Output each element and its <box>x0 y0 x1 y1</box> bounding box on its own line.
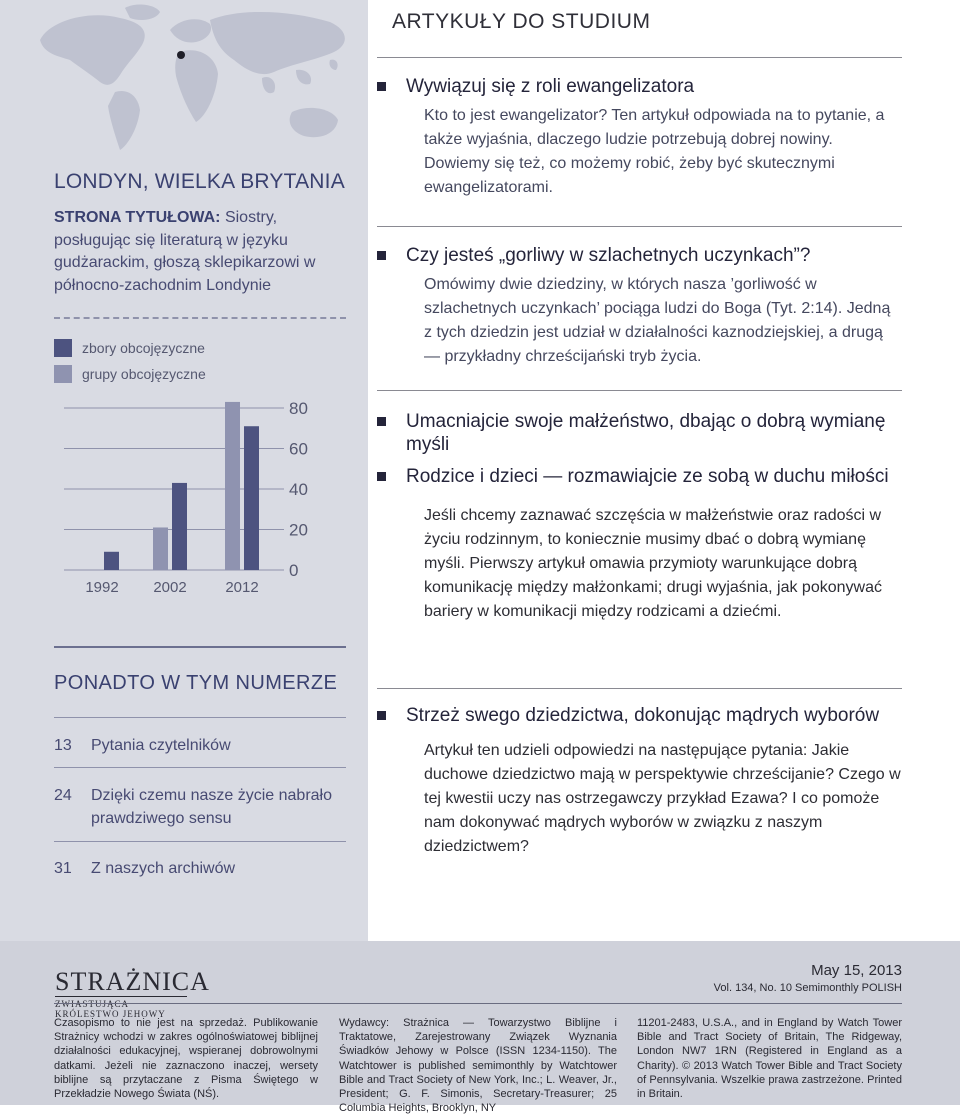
square-bullet-icon <box>377 417 386 426</box>
issue-date: May 15, 2013 <box>811 962 902 979</box>
chart-bar <box>244 426 259 570</box>
divider <box>54 646 346 648</box>
article-title: Strzeż swego dziedzictwa, dokonując mądrych wyborów <box>406 705 880 726</box>
article-summary: Jeśli chcemy zaznawać szczęścia w małżeństwie oraz radości w życiu rodzinnym, to koniecznie musimy dbać o dobrą wymianę myśli. Pierwszy artykuł omawia przymioty warunkujące dobrą komunikację między małżonkami; drugi wyjaśnia, jak pokonywać bariery w komunikacji między rodzicami a dziećmi. <box>424 507 882 620</box>
chart-y-tick-label: 80 <box>289 399 308 418</box>
legend-swatch-congregations <box>54 339 72 357</box>
publication-footer <box>0 941 960 1115</box>
article-summary: Omówimy dwie dziedziny, w których nasza ’gorliwość w szlachetnych uczynkach’ pociąga ludzi do Boga (Tyt. 2:14). Jedną z tych dziedzin jest udział w działalności kaznodziejskiej, a drugą — przykładny chrześcijański tryb życia. <box>424 276 891 365</box>
footer-column: Wydawcy: Strażnica — Towarzystwo Biblijne i Traktatowe, Zarejestrowany Związek Wyznania Świadków Jehowy w Polsce (ISSN 1234-1150). The Watchtower is published semimonthly by Watchtower Bible and Tract Society of New York, Inc.; L. Weaver, Jr., President; G. F. Simonis, Secretary-Treasurer; 25 Columbia Heights, Brooklyn, NY <box>339 1017 617 1115</box>
chart-bar <box>104 552 119 570</box>
article-entry[interactable] <box>377 410 902 456</box>
toc-page-number: 31 <box>54 860 72 877</box>
article-entry[interactable] <box>377 465 902 624</box>
issue-volume: Vol. 134, No. 10 Semimonthly POLISH <box>713 982 902 994</box>
toc-title: Pytania czytelników <box>91 737 231 754</box>
chart-y-tick-label: 0 <box>289 561 299 580</box>
section-title: ARTYKUŁY DO STUDIUM <box>392 10 651 33</box>
world-map-image <box>30 0 360 160</box>
chart-y-tick-label: 20 <box>289 520 308 540</box>
cover-label: STRONA TYTUŁOWA: <box>54 209 221 226</box>
sidebar-panel <box>0 0 368 941</box>
toc-title: Z naszych archiwów <box>91 860 236 877</box>
article-title: Czy jesteś „gorliwy w szlachetnych uczynkach”? <box>406 245 811 266</box>
footer-column: Czasopismo to nie jest na sprzedaż. Publikowanie Strażnicy wchodzi w zakres ogólnoświatowej biblijnej działalności edukacyjnej, wspieranej dobrowolnymi datkami. Jeżeli nie zaznaczono inaczej, wersety biblijne są przytaczane z Pisma Świętego w Przekładzie Nowego Świata (NŚ). <box>54 1017 318 1101</box>
article-title: Rodzice i dzieci — rozmawiajcie ze sobą w duchu miłości <box>406 466 889 487</box>
chart-bar <box>172 483 187 570</box>
chart-bar <box>153 527 168 570</box>
foreign-language-bar-chart <box>54 395 354 625</box>
square-bullet-icon <box>377 251 386 260</box>
legend-label-congregations: zbory obcojęzyczne <box>82 340 205 356</box>
legend-item-congregations <box>54 339 205 357</box>
cover-description <box>54 207 354 297</box>
location-title: LONDYN, WIELKA BRYTANIA <box>54 170 345 193</box>
square-bullet-icon <box>377 82 386 91</box>
toc-page-number: 24 <box>54 787 72 804</box>
article-summary: Kto to jest ewangelizator? Ten artykuł odpowiada na to pytanie, a także wyjaśnia, dlaczego ludzie potrzebują dobrej nowiny. Dowiemy się też, co możemy robić, żeby być skutecznymi ewangelizatorami. <box>424 107 885 196</box>
article-entry[interactable] <box>377 704 902 859</box>
divider <box>54 841 346 842</box>
logo-title: STRAŻNICA <box>55 967 210 996</box>
toc-item[interactable] <box>54 734 346 757</box>
chart-y-tick-label: 60 <box>289 439 308 459</box>
divider <box>54 717 346 718</box>
chart-bar <box>225 402 240 570</box>
article-entry[interactable] <box>377 244 902 369</box>
divider <box>54 767 346 768</box>
square-bullet-icon <box>377 711 386 720</box>
divider <box>377 390 902 391</box>
also-in-issue-title: PONADTO W TYM NUMERZE <box>54 672 338 694</box>
legend-item-groups <box>54 365 206 383</box>
article-summary: Artykuł ten udzieli odpowiedzi na następujące pytania: Jakie duchowe dziedzictwo mają w perspektywie chrześcijanie? Czego w tej kwestii uczy nas ostrzegawczy przykład Ezawa? I co pomoże nam dokonywać mądrych wyborów w związku z naszym dziedzictwem? <box>424 742 901 855</box>
divider <box>377 226 902 227</box>
toc-item[interactable] <box>54 784 346 830</box>
chart-x-tick-label: 2012 <box>225 579 259 596</box>
footer-column: 11201-2483, U.S.A., and in England by Watch Tower Bible and Tract Society of Britain, The Ridgeway, London NW7 1RN (Registered in England as a Charity). © 2013 Watch Tower Bible and Tract Society of Pennsylvania. Wszelkie prawa zastrzeżone. Printed in Britain. <box>637 1017 902 1101</box>
square-bullet-icon <box>377 472 386 481</box>
divider <box>377 57 902 58</box>
legend-label-groups: grupy obcojęzyczne <box>82 366 206 382</box>
chart-x-tick-label: 2002 <box>153 579 187 596</box>
toc-title: Dzięki czemu nasze życie nabrało prawdziwego sensu <box>91 787 332 827</box>
logo-subtitle: ZWIASTUJĄCA KRÓLESTWO JEHOWY <box>55 996 187 1019</box>
toc-page-number: 13 <box>54 737 72 754</box>
article-entry[interactable] <box>377 75 902 200</box>
chart-y-tick-label: 40 <box>289 480 308 499</box>
legend-swatch-groups <box>54 365 72 383</box>
dashed-divider <box>54 317 346 319</box>
chart-x-tick-label: 1992 <box>85 579 119 596</box>
divider <box>54 1003 902 1004</box>
divider <box>377 688 902 689</box>
cover-text: Siostry, posługując się literaturą w języku gudżarackim, głoszą sklepikarzowi w północno-zachodnim Londynie <box>54 209 316 294</box>
article-title: Umacniajcie swoje małżeństwo, dbając o dobrą wymianę myśli <box>406 411 886 455</box>
magazine-logo <box>55 967 210 1019</box>
london-marker-icon <box>177 51 185 59</box>
toc-item[interactable] <box>54 857 346 880</box>
article-title: Wywiązuj się z roli ewangelizatora <box>406 76 695 97</box>
